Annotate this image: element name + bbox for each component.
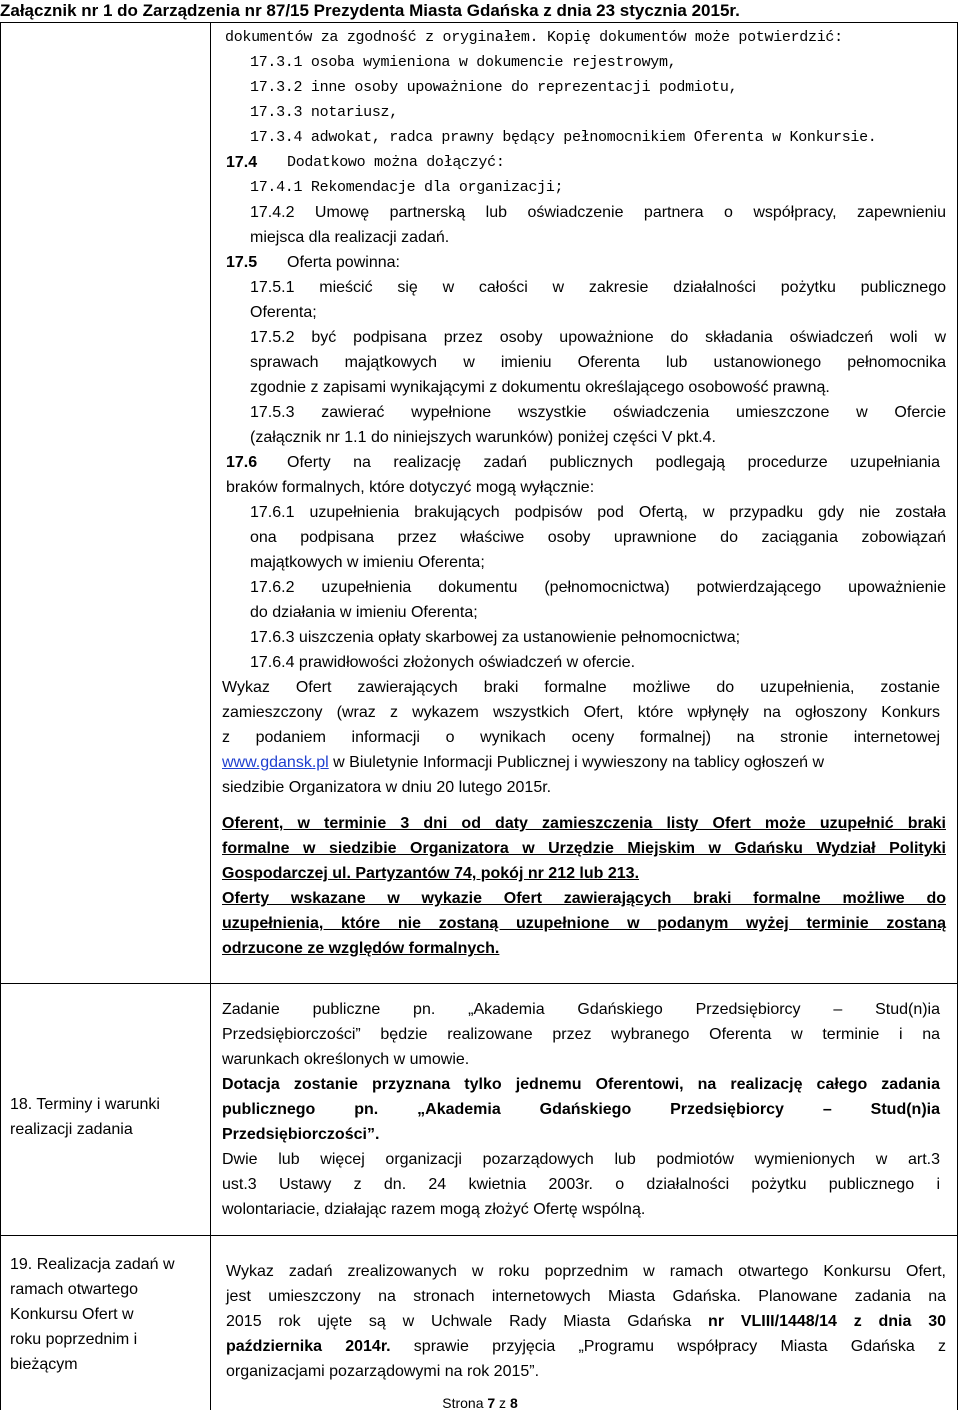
s18-line: warunkach określonych w umowie. xyxy=(222,1051,470,1068)
page-header: Załącznik nr 1 do Zarządzenia nr 87/15 Prezydenta Miasta Gdańska z dnia 23 stycznia 2015r. xyxy=(0,1,740,20)
page-footer xyxy=(0,1395,960,1411)
s17-line xyxy=(222,751,824,775)
s18-line: Przedsiębiorczości”. xyxy=(222,1126,380,1143)
s17-line: majątkowych w imieniu Oferenta; xyxy=(250,554,485,571)
s17-line: zgodnie z zapisami wynikającymi z dokumentu określającego osobowość prawną. xyxy=(250,379,830,396)
s19-line: Wykaz zadań zrealizowanych w roku poprzednim w ramach otwartego Konkursu Ofert, xyxy=(226,1263,946,1280)
column-divider xyxy=(210,22,211,1410)
bold-notice-line: uzupełnienia, które nie zostaną uzupełnione w podanym wyżej terminie zostaną xyxy=(222,915,946,932)
s18-line: wolontariacie, działając razem mogą złożyć Ofertę wspólną. xyxy=(222,1201,646,1218)
section-18-label: 18. Terminy i warunki xyxy=(10,1096,160,1113)
section-19-label: 19. Realizacja zadań w xyxy=(10,1256,175,1273)
section-19-label: ramach otwartego xyxy=(10,1281,139,1298)
s17-line: 17.3.4 adwokat, radca prawny będący pełnomocnikiem Oferenta w Konkursie. xyxy=(250,129,877,146)
table-left-border xyxy=(0,22,1,1410)
s17-line: 17.4.2 Umowę partnerską lub oświadczenie partnera o współpracy, zapewnieniu xyxy=(250,204,946,221)
s17-line: sprawach majątkowych w imieniu Oferenta lub ustanowionego pełnomocnika xyxy=(250,354,946,371)
s17-line: 17.3.3 notariusz, xyxy=(250,104,398,121)
bold-notice-line: formalne w siedzibie Organizatora w Urzędzie Miejskim w Gdańsku Wydział Polityki xyxy=(222,840,946,857)
gdansk-link[interactable]: www.gdansk.pl xyxy=(222,754,329,771)
s18-line: ust.3 Ustawy z dn. 24 kwietnia 2003r. o działalności pożytku publicznego i xyxy=(222,1176,940,1193)
s17-line: Oferty na realizację zadań publicznych podlegają procedurze uzupełniania xyxy=(287,454,940,471)
s18-line: Dwie lub więcej organizacji pozarządowych lub podmiotów wymienionych w art.3 xyxy=(222,1151,940,1168)
row-divider-17-18 xyxy=(0,983,958,984)
s17-line: siedzibie Organizatora w dniu 20 lutego 2015r. xyxy=(222,779,552,796)
s17-line: braków formalnych, które dotyczyć mogą wyłącznie: xyxy=(226,479,595,496)
s17-line: dokumentów za zgodność z oryginałem. Kopię dokumentów może potwierdzić: xyxy=(225,29,843,46)
table-right-border xyxy=(957,22,958,1410)
s17-line: Oferenta; xyxy=(250,304,317,321)
s17-line: 17.4.1 Rekomendacje dla organizacji; xyxy=(250,179,564,196)
s17-line: (załącznik nr 1.1 do niniejszych warunków) poniżej części V pkt.4. xyxy=(250,429,716,446)
table-top-border xyxy=(0,22,958,23)
s17-line: z podaniem informacji o wynikach oceny formalnej) na stronie internetowej xyxy=(222,729,940,746)
s17-line: 17.6.4 prawidłowości złożonych oświadczeń w ofercie. xyxy=(250,654,636,671)
s17-line: 17.3.1 osoba wymieniona w dokumencie rejestrowym, xyxy=(250,54,677,71)
s17-line: ona podpisana przez właściwe osoby uprawnione do zaciągania zobowiązań xyxy=(250,529,946,546)
s17-line: Oferta powinna: xyxy=(287,254,400,271)
s17-line: miejsca dla realizacji zadań. xyxy=(250,229,450,246)
section-19-label: Konkursu Ofert w xyxy=(10,1306,134,1323)
section-18-label: realizacji zadania xyxy=(10,1121,133,1138)
s17-line: do działania w imieniu Oferenta; xyxy=(250,604,478,621)
s19-line xyxy=(226,1335,946,1359)
s19-line: jest umieszczony na stronach internetowych Miasta Gdańska. Planowane zadania na xyxy=(226,1288,946,1305)
s19-line: organizacjami pozarządowymi na rok 2015”. xyxy=(226,1363,540,1380)
footer-mid: z xyxy=(495,1395,510,1411)
s17-line: 17.3.2 inne osoby upoważnione do reprezentacji podmiotu, xyxy=(250,79,738,96)
s18-line: Dotacja zostanie przyznana tylko jednemu Oferentowi, na realizację całego zadania xyxy=(222,1076,940,1093)
s17-num: 17.5 xyxy=(226,254,258,271)
resolution-number: nr VLIII/1448/14 z dnia 30 xyxy=(708,1313,946,1330)
bold-notice-line: Oferty wskazane w wykazie Ofert zawierających braki formalne możliwe do xyxy=(222,890,946,907)
bold-notice-line: odrzucone ze względów formalnych. xyxy=(222,940,500,957)
section-19-label: bieżącym xyxy=(10,1356,78,1373)
s17-line: 17.5.2 być podpisana przez osoby upoważnione do składania oświadczeń woli w xyxy=(250,329,946,346)
s18-line: Zadanie publiczne pn. „Akademia Gdańskiego Przedsiębiorcy – Stud(n)ia xyxy=(222,1001,940,1018)
s17-num: 17.4 xyxy=(226,154,258,171)
bold-notice-line: Gospodarczej ul. Partyzantów 74, pokój nr 212 lub 213. xyxy=(222,865,640,882)
s18-line: publicznego pn. „Akademia Gdańskiego Przedsiębiorcy – Stud(n)ia xyxy=(222,1101,940,1118)
footer-page: 7 xyxy=(487,1395,496,1411)
resolution-date: października 2014r. xyxy=(226,1338,391,1355)
s17-line: 17.5.1 mieścić się w całości w zakresie działalności pożytku publicznego xyxy=(250,279,946,296)
s19-line xyxy=(226,1310,946,1334)
s19-line-part: sprawie przyjęcia „Programu współpracy Miasta Gdańska z xyxy=(390,1338,947,1355)
row-divider-18-19 xyxy=(0,1235,958,1236)
s17-line: Dodatkowo można dołączyć: xyxy=(287,154,505,171)
footer-prefix: Strona xyxy=(442,1395,488,1411)
footer-total: 8 xyxy=(509,1395,518,1411)
s17-line: 17.5.3 zawierać wypełnione wszystkie oświadczenia umieszczone w Ofercie xyxy=(250,404,946,421)
s18-line: Przedsiębiorczości” będzie realizowane przez wybranego Oferenta w terminie i na xyxy=(222,1026,940,1043)
s17-line: 17.6.1 uzupełnienia brakujących podpisów pod Ofertą, w przypadku gdy nie została xyxy=(250,504,946,521)
s17-line-rest: w Biuletynie Informacji Publicznej i wywieszony na tablicy ogłoszeń w xyxy=(328,754,825,771)
s17-num: 17.6 xyxy=(226,454,258,471)
s17-line: Wykaz Ofert zawierających braki formalne możliwe do uzupełnienia, zostanie xyxy=(222,679,940,696)
s19-line-part: 2015 rok ujęte są w Uchwale Rady Miasta Gdańska xyxy=(226,1313,709,1330)
s17-line: 17.6.2 uzupełnienia dokumentu (pełnomocnictwa) potwierdzającego upoważnienie xyxy=(250,579,946,596)
s17-line: 17.6.3 uiszczenia opłaty skarbowej za ustanowienie pełnomocnictwa; xyxy=(250,629,741,646)
section-19-label: roku poprzednim i xyxy=(10,1331,138,1348)
s17-line: zamieszczony (wraz z wykazem wszystkich Ofert, które wpłynęły na ogłoszony Konkurs xyxy=(222,704,940,721)
bold-notice-line: Oferent, w terminie 3 dni od daty zamieszczenia listy Ofert może uzupełnić braki xyxy=(222,815,946,832)
